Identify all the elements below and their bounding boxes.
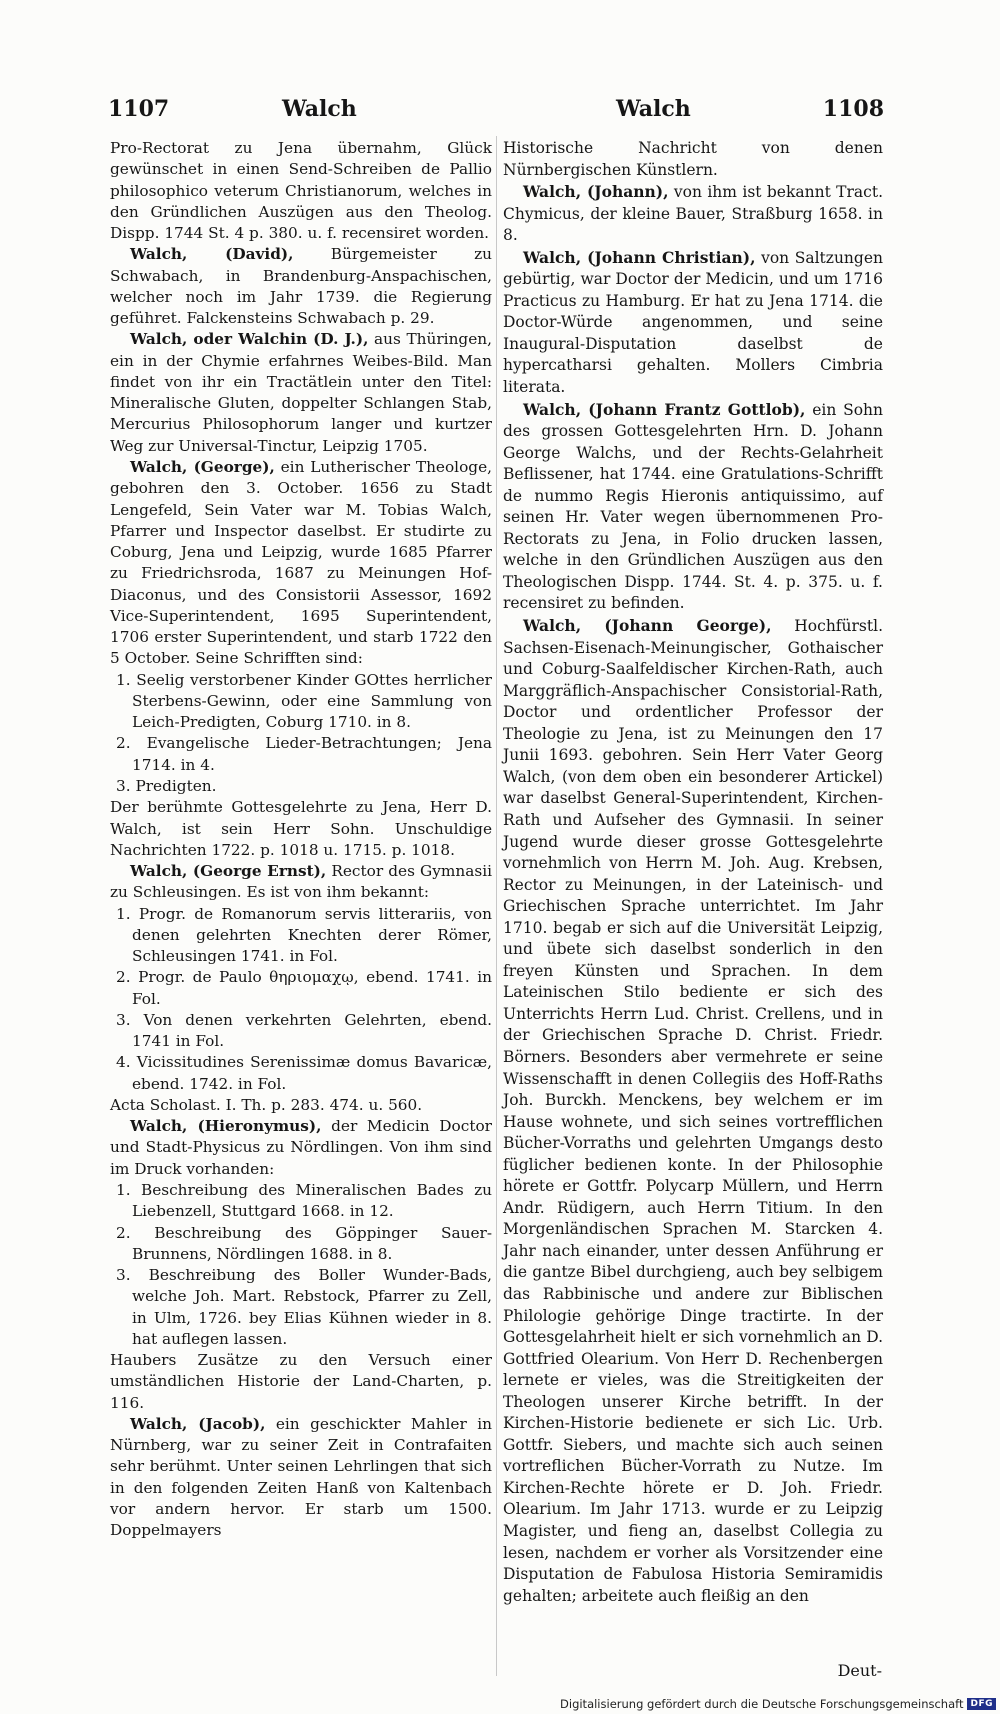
- list-item: 1. Seelig verstorbener Kinder GOttes herrlicher Sterbens-Gewinn, oder eine Sammlung von Leich-Predigten, Coburg 1710. in 8.: [116, 670, 492, 732]
- entry-walch-walchin: [110, 329, 492, 457]
- entry-body: der Medicin Doctor und Stadt-Physicus zu Nördlingen. Von ihm sind im Druck vorhanden:: [110, 1117, 492, 1178]
- footer-credit: Digitalisierung gefördert durch die Deutsche Forschungsgemeinschaft: [560, 1697, 964, 1711]
- entry-body: aus Thüringen, ein in der Chymie erfahrnes Weibes-Bild. Man findet von ihr ein Tractätlein unter den Titel: Mineralische Gluten, doppelter Schlangen Stab, Mercurius Philosophorum langer und kurtzer Weg zur Universal-Tinctur, Leipzig 1705.: [110, 330, 492, 455]
- entry-walch-hieronymus: [110, 1116, 492, 1180]
- entry-walch-johann-christian: [503, 247, 883, 399]
- entry-body: Hochfürstl. Sachsen-Eisenach-Meinungischer, Gothaischer und Coburg-Saalfeldischer Kirchen-Rath, auch Marggräflich-Anspachischer Consistorial-Rath, Doctor und ordentlicher Professor der Theologie zu Jena, ist zu Meinungen den 17 Junii 1693. gebohren. Sein Herr Vater Georg Walch, (von dem oben ein besonderer Artickel) war daselbst General-Superintendent, Kirchen-Rath und Aufseher des Gymnasii. In seiner Jugend wurde dieser grosse Gottesgelehrte vornehmlich von Herrn M. Joh. Aug. Krebsen, Rector zu Meinungen, in der Lateinisch- und Griechischen Sprache unterrichtet. Im Jahr 1710. begab er sich auf die Universität Leipzig, und übete sich daselbst sonderlich in den freyen Künsten und Sprachen. In dem Lateinischen Stilo bediente er sich des Unterrichts Herrn Lud. Christ. Crellens, und in der Griechischen Sprache D. Christ. Friedr. Börners. Besonders aber vermehrete er seine Wissenschafft in denen Collegiis des Hoff-Raths Joh. Burckh. Menckens, bey welchem er im Hause wohnete, und sich seines vortrefflichen Bücher-Vorraths und gelehrten Umgangs desto füglicher bedienen konte. In der Philosophie hörete er Gottfr. Polycarp Müllern, und Herrn Andr. Rüdigern, auch Herrn Titium. In den Morgenländischen Sprachen M. Starcken 4. Jahr nach einander, unter dessen Anführung er die gantze Bibel durchgieng, auch bey selbigem das Rabbinische und andere zur Biblischen Philologie gehörige Dinge tractirte. In der Gottesgelahrheit hielt er sich vornehmlich an D. Gottfried Olearium. Von Herr D. Rechenbergen lernete er vieles, was die Streitigkeiten der Theologen unserer Kirche betrifft. In der Kirchen-Historie bedienete er sich Lic. Urb. Gottfr. Siebers, und machte sich auch seinen vortreflichen Bücher-Vorrath zu Nutze. Im Kirchen-Rechte hörete er D. Joh. Friedr. Olearium. Im Jahr 1713. wurde er zu Leipzig Magister, und fieng an, daselbst Collegia zu lesen, nachdem er vorher als Vorsitzender eine Disputation de Fabulosa Historia Semiramidis gehalten; arbeitete auch fleißig an den: [503, 617, 883, 1605]
- page-number-right: 1108: [822, 96, 884, 122]
- entry-body: von ihm ist bekannt Tract. Chymicus, der kleine Bauer, Straßburg 1658. in 8.: [503, 183, 884, 245]
- entry-heading: Walch, (Johann George),: [523, 616, 772, 636]
- list-item: 3. Predigten.: [116, 776, 217, 795]
- entry-body: Rector des Gymnasii zu Schleusingen. Es ist von ihm bekannt:: [110, 862, 492, 902]
- entry-heading: Walch, (Jacob),: [130, 1414, 266, 1433]
- left-entry-continued: Pro-Rectorat zu Jena übernahm, Glück gewünschet in einen Send-Schreiben de Pallio philosophico veterum Christianorum, welches in den Gründlichen Auszügen aus den Theolog. Dispp. 1744 St. 4 p. 380. u. f. recensiret worden.: [110, 139, 492, 243]
- entry-walch-johann-frantz-gottlob: [503, 399, 883, 615]
- entry-note: Acta Scholast. I. Th. p. 283. 474. u. 560.: [110, 1095, 423, 1114]
- entry-note: Haubers Zusätze zu den Versuch einer umständlichen Historie der Land-Charten, p. 116.: [110, 1351, 492, 1412]
- entry-walch-george-ernst: [110, 861, 492, 904]
- entry-walch-george: [110, 457, 492, 670]
- entry-body: ein Lutherischer Theologe, gebohren den 3. October. 1656 zu Stadt Lengefeld, Sein Vater war M. Tobias Walch, Pfarrer und Inspector daselbst. Er studirte zu Coburg, Jena und Leipzig, wurde 1685 Pfarrer zu Friedrichsroda, 1687 zu Meinungen Hof-Diaconus, und des Consistorii Assessor, 1692 Vice-Superintendent, 1695 Superintendent, 1706 erster Superintendent, und starb 1722 den 5 October. Seine Schrifften sind:: [110, 457, 492, 668]
- keyword-right: Walch: [616, 96, 691, 122]
- entry-heading: Walch, (George),: [130, 457, 275, 476]
- list-item: 2. Evangelische Lieder-Betrachtungen; Jena 1714. in 4.: [116, 734, 492, 774]
- entry-note: Der berühmte Gottesgelehrte zu Jena, Herr D. Walch, ist sein Herr Sohn. Unschuldige Nachrichten 1722. p. 1018 u. 1715. p. 1018.: [110, 798, 492, 859]
- list-item: 2. Beschreibung des Göppinger Sauer-Brunnens, Nördlingen 1688. in 8.: [116, 1223, 492, 1263]
- dfg-logo: DFG: [967, 1698, 996, 1710]
- entry-heading: Walch, (Hieronymus),: [130, 1117, 322, 1136]
- page-number-left: 1107: [108, 96, 170, 122]
- running-header: [108, 96, 884, 132]
- entry-body: Bürgemeister zu Schwabach, in Brandenburg-Anspachischen, welcher noch im Jahr 1739. die Regierung geführet. Falckensteins Schwabach p. 29.: [110, 245, 492, 328]
- catchword: Deut-: [837, 1661, 882, 1680]
- entry-walch-jacob: [110, 1414, 492, 1542]
- entry-body: ein Sohn des grossen Gottesgelehrten Hrn. D. Johann George Walchs, und der Rechts-Gelahrheit Beflissener, hat 1744. eine Gratulations-Schrifft de nummo Regis Hieronis antiquissimo, auf seinen Hr. Vater wegen übernommenen Pro-Rectorats zu Jena, in Folio drucken lassen, welche in den Gründlichen Auszügen aus den Theologischen Dispp. 1744. St. 4. p. 375. u. f. recensiret zu befinden.: [503, 400, 883, 613]
- list-item: 2. Progr. de Paulo θηριομαχῳ, ebend. 1741. in Fol.: [116, 968, 492, 1008]
- entry-walch-johann: [503, 181, 883, 247]
- list-item: 1. Beschreibung des Mineralischen Bades zu Liebenzell, Stuttgard 1668. in 12.: [116, 1181, 492, 1221]
- list-item: 3. Beschreibung des Boller Wunder-Bads, welche Joh. Mart. Rebstock, Pfarrer zu Zell, in Ulm, 1726. bey Elias Kühnen wieder in 8. hat auflegen lassen.: [116, 1266, 492, 1348]
- digitization-footer: [560, 1697, 996, 1711]
- list-item: 3. Von denen verkehrten Gelehrten, ebend. 1741 in Fol.: [116, 1010, 492, 1051]
- entry-heading: Walch, (Johann Christian),: [523, 247, 756, 267]
- left-column: [110, 138, 492, 1542]
- entry-walch-johann-george: [503, 615, 883, 1607]
- entry-walch-david: [110, 244, 492, 329]
- column-divider: [496, 136, 497, 1676]
- right-entry-continued: Historische Nachricht von denen Nürnbergischen Künstlern.: [503, 139, 883, 179]
- entry-body: ein geschickter Mahler in Nürnberg, war zu seiner Zeit in Contrafaiten sehr berühmt. Unter seinen Lehrlingen that sich in den folgenden Zeiten Hanß von Kaltenbach vor andern hervor. Er starb um 1500. Doppelmayers: [110, 1414, 492, 1540]
- entry-body: von Saltzungen gebürtig, war Doctor der Medicin, und um 1716 Practicus zu Hamburg. Er hat zu Jena 1714. die Doctor-Würde angenommen, und seine Inaugural-Disputation daselbst de hypercatharsi gehalten. Mollers Cimbria literata.: [503, 248, 883, 397]
- keyword-left: Walch: [282, 96, 357, 122]
- entry-heading: Walch, (David),: [130, 245, 294, 264]
- entry-heading: Walch, (Johann Frantz Gottlob),: [523, 399, 806, 419]
- entry-heading: Walch, (George Ernst),: [130, 862, 327, 881]
- right-column: [503, 138, 883, 1607]
- entry-heading: Walch, (Johann),: [523, 182, 669, 202]
- list-item: 1. Progr. de Romanorum servis litterariis, von denen gelehrten Knechten derer Römer, Schleusingen 1741. in Fol.: [116, 904, 492, 966]
- list-item: 4. Vicissitudines Serenissimæ domus Bavaricæ, ebend. 1742. in Fol.: [116, 1053, 492, 1093]
- entry-heading: Walch, oder Walchin (D. J.),: [130, 330, 369, 349]
